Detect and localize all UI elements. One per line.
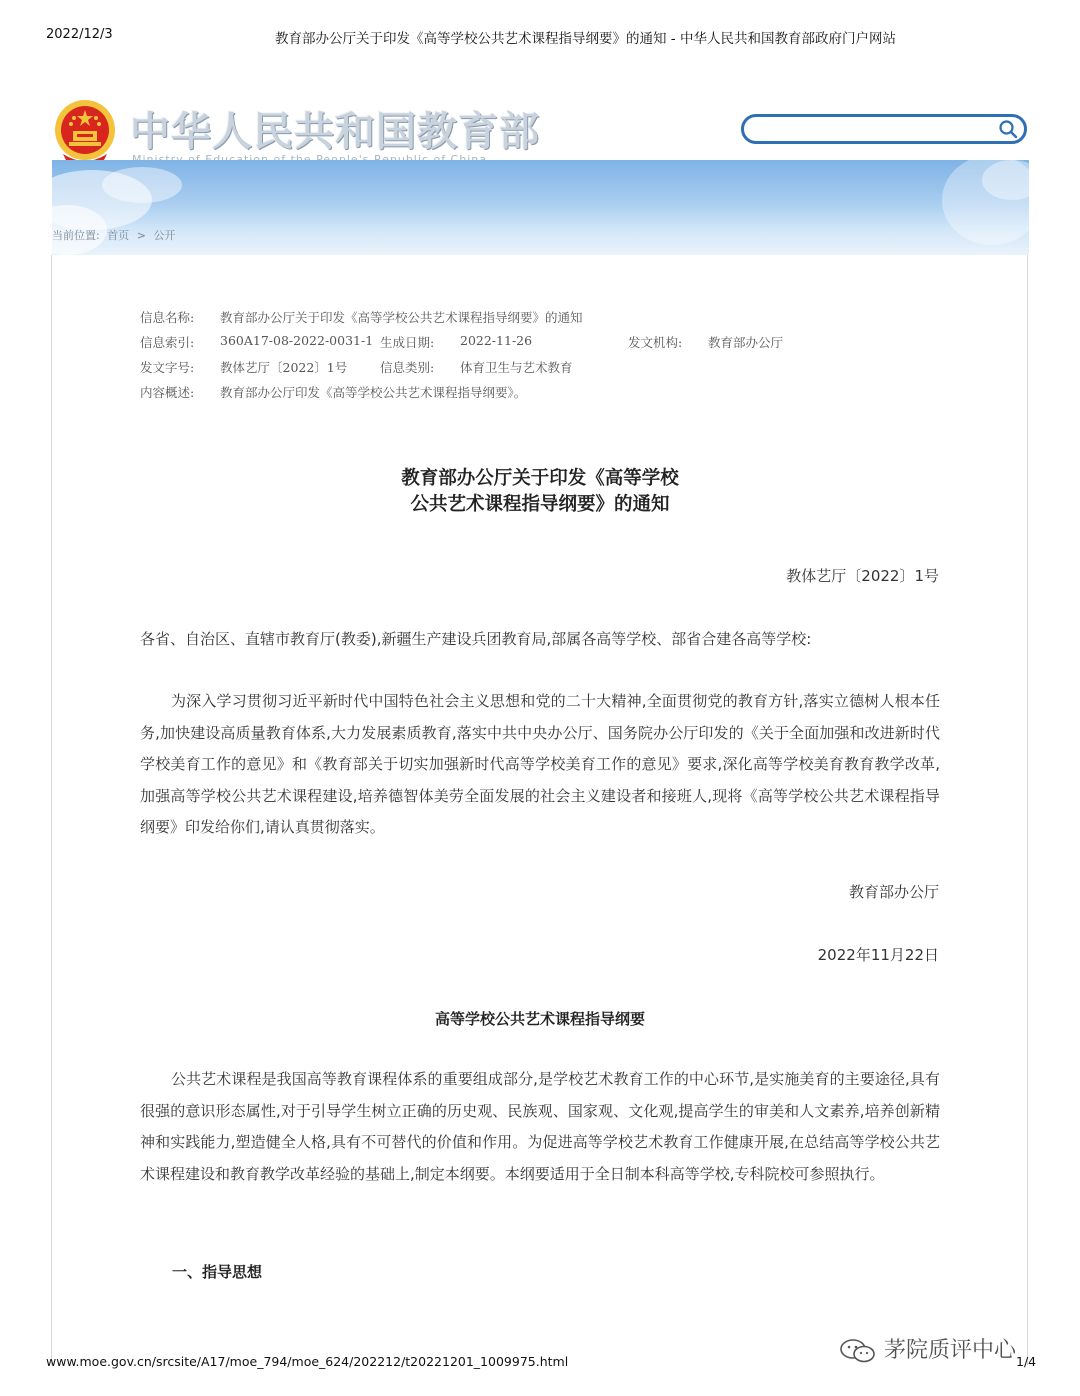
breadcrumb-public-link[interactable]: 公开 bbox=[153, 229, 176, 242]
sign-date: 2022年11月22日 bbox=[817, 946, 939, 964]
print-page-title: 教育部办公厅关于印发《高等学校公共艺术课程指导纲要》的通知 - 中华人民共和国教育部政府门户网站 bbox=[275, 31, 896, 47]
document-number: 教体艺厅〔2022〕1号 bbox=[786, 567, 939, 585]
meta-docno-label: 发文字号: bbox=[140, 360, 195, 375]
meta-docno-value: 教体艺厅〔2022〕1号 bbox=[220, 360, 348, 375]
breadcrumb-separator: > bbox=[136, 229, 146, 242]
meta-date-label: 生成日期: bbox=[380, 335, 435, 350]
outline-title: 高等学校公共艺术课程指导纲要 bbox=[434, 1010, 645, 1028]
meta-category-label: 信息类别: bbox=[380, 360, 435, 375]
meta-issuer-value: 教育部办公厅 bbox=[708, 335, 784, 350]
section-heading: 一、指导思想 bbox=[172, 1263, 263, 1281]
watermark-text: 茅院质评中心 bbox=[884, 1338, 1017, 1363]
breadcrumb-home-link[interactable]: 首页 bbox=[107, 229, 130, 242]
meta-summary-value: 教育部办公厅印发《高等学校公共艺术课程指导纲要》。 bbox=[220, 385, 527, 400]
meta-name-label: 信息名称: bbox=[140, 310, 195, 325]
print-page-number: 1/4 bbox=[1016, 1354, 1037, 1369]
print-date: 2022/12/3 bbox=[46, 27, 113, 42]
print-url: www.moe.gov.cn/srcsite/A17/moe_794/moe_624/202212/t20221201_1009975.html bbox=[46, 1354, 569, 1369]
document-title-line2: 公共艺术课程指导纲要》的通知 bbox=[410, 494, 670, 515]
outline-paragraph: 公共艺术课程是我国高等教育课程体系的重要组成部分,是学校艺术教育工作的中心环节,是实施美育的主要途径,具有很强的意识形态属性,对于引导学生树立正确的历史观、民族观、国家观、文化观,提高学生的审美和人文素养,培养创新精神和实践能力,塑造健全人格,具有不可替代的价值和作用。为促进高等学校艺术教育工作健康开展,在总结高等学校公共艺术课程建设和教育教学改革经验的基础上,制定本纲要。本纲要适用于全日制本科高等学校,专科院校可参照执行。 bbox=[140, 1070, 940, 1183]
meta-issuer-label: 发文机构: bbox=[628, 335, 683, 350]
site-name[interactable]: 中华人民共和国教育部 bbox=[130, 109, 540, 155]
header-banner bbox=[52, 160, 1029, 255]
meta-summary-label: 内容概述: bbox=[140, 385, 195, 400]
banner-clouds bbox=[52, 160, 1029, 255]
meta-index-value: 360A17-08-2022-0031-1 bbox=[220, 333, 374, 348]
meta-category-value: 体育卫生与艺术教育 bbox=[460, 360, 573, 375]
body-paragraph: 为深入学习贯彻习近平新时代中国特色社会主义思想和党的二十大精神,全面贯彻党的教育方针,落实立德树人根本任务,加快建设高质量教育体系,大力发展素质教育,落实中共中央办公厅、国务院办公厅印发的《关于全面加强和改进新时代学校美育工作的意见》和《教育部关于切实加强新时代高等学校美育工作的意见》要求,深化高等学校美育教育教学改革,加强高等学校公共艺术课程建设,培养德智体美劳全面发展的社会主义建设者和接班人,现将《高等学校公共艺术课程指导纲要》印发给你们,请认真贯彻落实。 bbox=[140, 692, 940, 836]
search-box bbox=[741, 114, 1027, 144]
breadcrumb-label: 当前位置: bbox=[52, 229, 100, 242]
search-input[interactable] bbox=[756, 120, 1000, 140]
national-emblem-icon[interactable] bbox=[53, 98, 117, 166]
breadcrumb bbox=[52, 227, 179, 243]
meta-index-label: 信息索引: bbox=[140, 335, 195, 350]
document-title-line1: 教育部办公厅关于印发《高等学校 bbox=[401, 468, 679, 489]
wechat-icon bbox=[838, 1337, 878, 1365]
meta-name-value: 教育部办公厅关于印发《高等学校公共艺术课程指导纲要》的通知 bbox=[220, 310, 583, 325]
signature: 教育部办公厅 bbox=[848, 883, 939, 901]
meta-date-value: 2022-11-26 bbox=[460, 333, 533, 348]
addressee: 各省、自治区、直辖市教育厅(教委),新疆生产建设兵团教育局,部属各高等学校、部省合建各高等学校: bbox=[140, 630, 812, 648]
search-icon[interactable] bbox=[998, 119, 1018, 139]
